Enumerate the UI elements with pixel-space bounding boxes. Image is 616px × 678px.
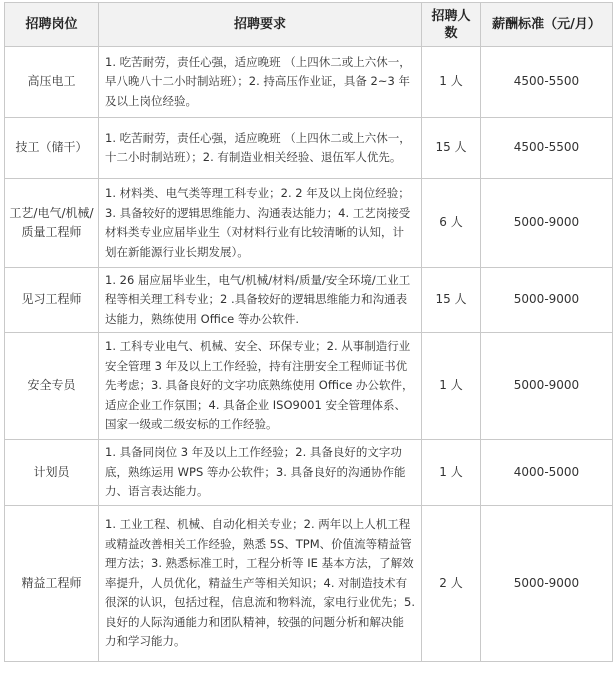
table-row <box>5 118 613 179</box>
header-count: 招聘人数 <box>422 3 481 47</box>
table-row <box>5 268 613 333</box>
row-salary: 5000-9000 <box>481 268 613 333</box>
table-header-row <box>5 3 613 47</box>
row-count: 1 人 <box>422 440 481 506</box>
row-count: 6 人 <box>422 179 481 268</box>
table-row <box>5 506 613 662</box>
table-row <box>5 440 613 506</box>
row-position: 精益工程师 <box>5 506 99 662</box>
row-count: 1 人 <box>422 47 481 118</box>
row-position: 技工（储干） <box>5 118 99 179</box>
row-requirements: 1. 工业工程、机械、自动化相关专业；2. 两年以上人机工程或精益改善相关工作经验，熟悉 5S、TPM、价值流等精益管理方法；3. 熟悉标准工时，工程分析等 IE 基本方法，了解效率提升，人员优化，精益生产等相关知识；4. 对制造技术有很深的认识，包括过程，信息流和物料流，家电行业优先；5. 良好的人际沟通能力和团队精神，较强的问题分析和解决能力和学习能力。 <box>99 506 422 662</box>
row-position: 计划员 <box>5 440 99 506</box>
row-count: 2 人 <box>422 506 481 662</box>
row-salary: 5000-9000 <box>481 333 613 440</box>
row-position: 高压电工 <box>5 47 99 118</box>
row-salary: 5000-9000 <box>481 179 613 268</box>
header-requirements: 招聘要求 <box>99 3 422 47</box>
row-requirements: 1. 26 届应届毕业生，电气/机械/材料/质量/安全环境/工业工程等相关理工科专业；2 .具备较好的逻辑思维能力和沟通表达能力，熟练使用 Office 等办公软件. <box>99 268 422 333</box>
row-count: 1 人 <box>422 333 481 440</box>
row-position: 工艺/电气/机械/质量工程师 <box>5 179 99 268</box>
row-requirements: 1. 材料类、电气类等理工科专业；2. 2 年及以上岗位经验；3. 具备较好的逻辑思维能力、沟通表达能力；4. 工艺岗接受材料类专业应届毕业生（对材料行业有比较清晰的认知，计划在新能源行业长期发展）。 <box>99 179 422 268</box>
row-salary: 4000-5000 <box>481 440 613 506</box>
row-requirements: 1. 具备同岗位 3 年及以上工作经验；2. 具备良好的文字功底，熟练运用 WPS 等办公软件；3. 具备良好的沟通协作能力、语言表达能力。 <box>99 440 422 506</box>
row-position: 安全专员 <box>5 333 99 440</box>
row-salary: 4500-5500 <box>481 47 613 118</box>
table-row <box>5 47 613 118</box>
row-requirements: 1. 吃苦耐劳，责任心强，适应晚班 （上四休二或上六休一，早八晚八十二小时制站班）；2. 持高压作业证，具备 2~3 年及以上岗位经验。 <box>99 47 422 118</box>
header-position: 招聘岗位 <box>5 3 99 47</box>
row-salary: 5000-9000 <box>481 506 613 662</box>
header-salary: 薪酬标准（元/月） <box>481 3 613 47</box>
row-position: 见习工程师 <box>5 268 99 333</box>
row-count: 15 人 <box>422 118 481 179</box>
row-requirements: 1. 吃苦耐劳，责任心强，适应晚班 （上四休二或上六休一，十二小时制站班）；2. 有制造业相关经验、退伍军人优先。 <box>99 118 422 179</box>
recruitment-table <box>4 2 613 662</box>
table-row <box>5 333 613 440</box>
row-salary: 4500-5500 <box>481 118 613 179</box>
row-count: 15 人 <box>422 268 481 333</box>
table-row <box>5 179 613 268</box>
row-requirements: 1. 工科专业电气、机械、安全、环保专业；2. 从事制造行业安全管理 3 年及以上工作经验，持有注册安全工程师证书优先考虑；3. 具备良好的文字功底熟练使用 Office 办公软件，适应企业工作氛围；4. 具备企业 ISO9001 安全管理体系、国家一级或二级安标的工作经验。 <box>99 333 422 440</box>
